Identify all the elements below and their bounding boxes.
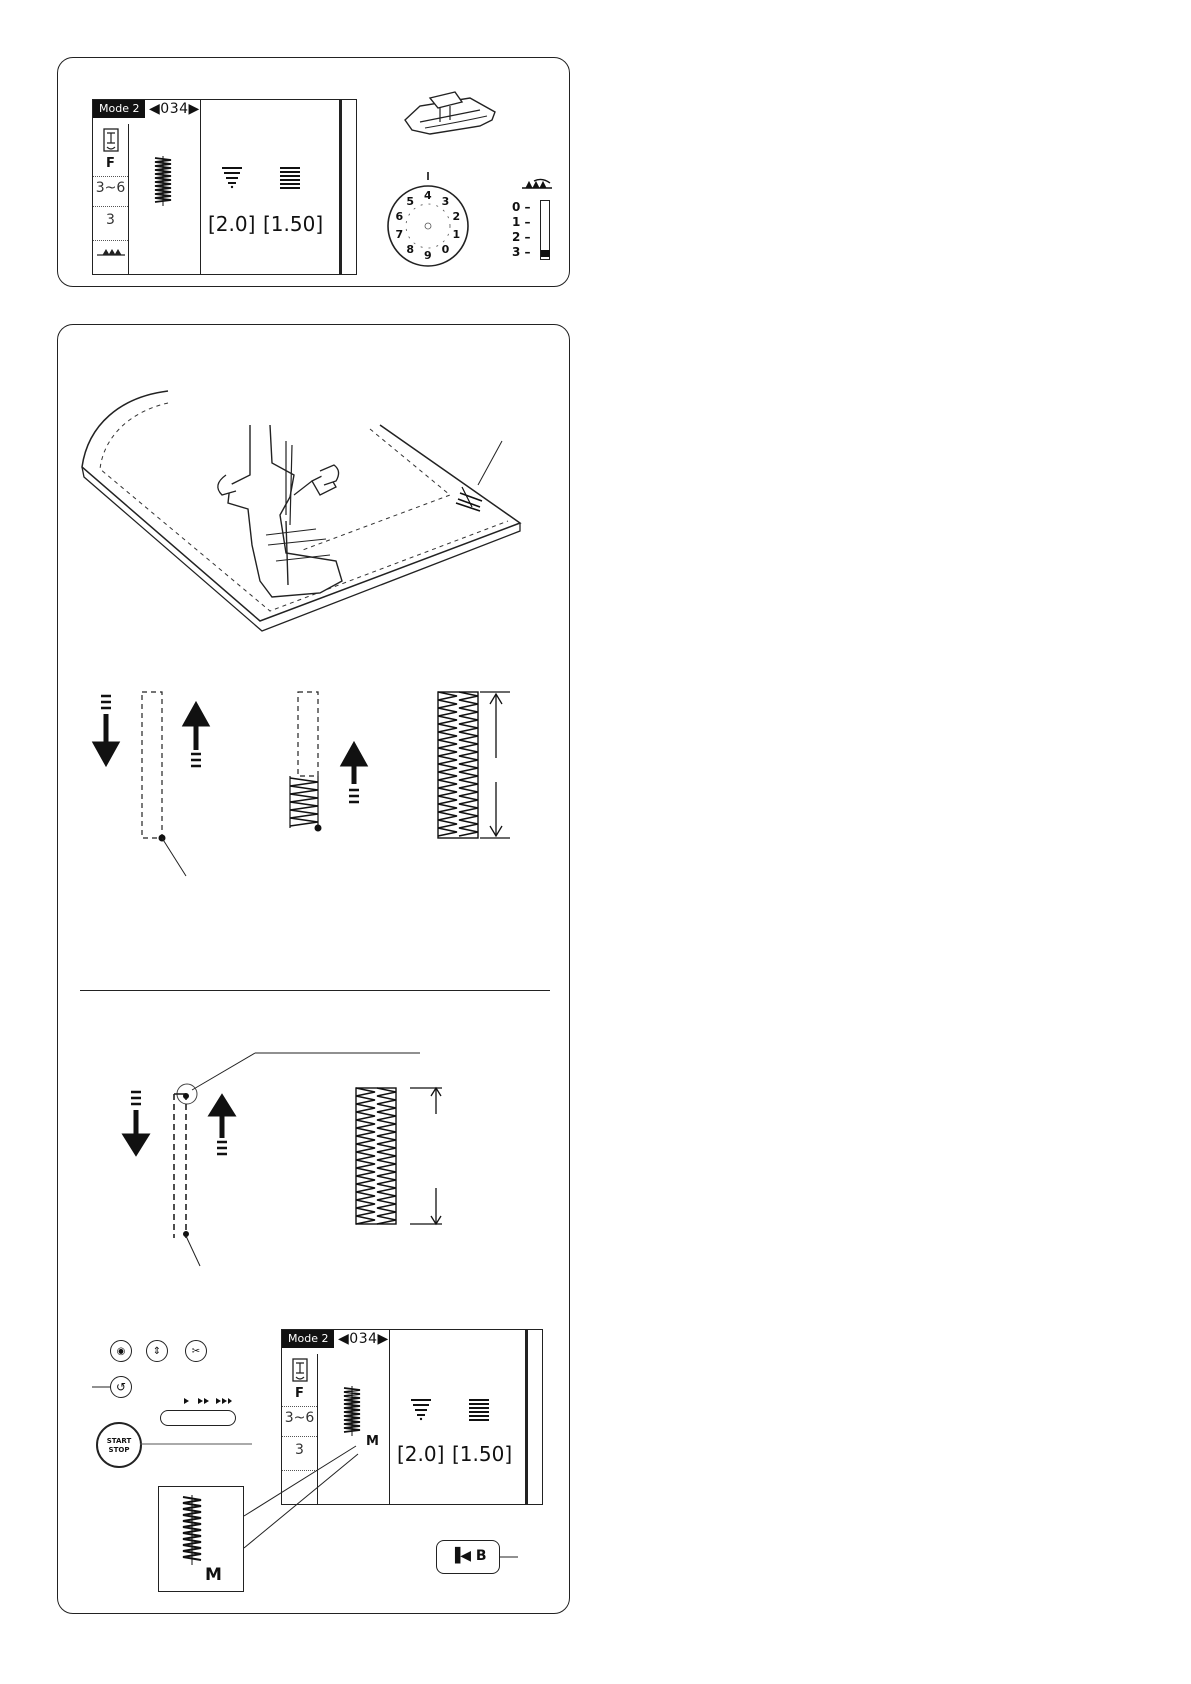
dial-number: 8 (406, 243, 415, 257)
start-label: START (106, 1437, 132, 1445)
stitch-length-icon (468, 1398, 490, 1422)
scale-indicator (541, 250, 550, 257)
dial-number: 4 (424, 189, 432, 202)
pattern-number: ◀034▶ (149, 101, 200, 117)
speed-slider[interactable] (160, 1410, 236, 1426)
reverse-pointer-line (92, 1386, 112, 1388)
dial-number: 6 (395, 209, 404, 223)
dial-number: 5 (406, 194, 415, 208)
zigzag-stitch (356, 1088, 375, 1224)
feed-level-label: 2 – (512, 230, 531, 244)
speed-icons (182, 1396, 232, 1406)
sewing-machine-illustration (80, 385, 520, 635)
section-divider (80, 990, 550, 991)
key-b-pointer-line (500, 1556, 520, 1558)
needle-up-down-button[interactable]: ◉ (110, 1340, 132, 1362)
key-b-label: B (475, 1548, 487, 1564)
stitch-width-value: [2.0] (208, 212, 256, 236)
stitch-width-icon (221, 166, 243, 188)
stitch-width-icon (410, 1398, 432, 1420)
length-default: 3 (106, 212, 115, 228)
stitch-diagram-row1 (90, 690, 530, 890)
width-range: 3~6 (284, 1410, 315, 1426)
dial-number: 1 (452, 228, 461, 242)
scroll-bar (339, 100, 342, 274)
memory-zoom-box (158, 1486, 244, 1592)
lcd-divider (389, 1330, 390, 1504)
feed-level-label: 3 – (512, 245, 531, 259)
zoom-callout-lines (244, 1444, 364, 1554)
divider (93, 176, 128, 177)
dial-number: 0 (441, 243, 450, 257)
stitch-width-value: [2.0] (397, 1442, 445, 1466)
stitch-length-icon (279, 166, 301, 190)
memory-mark: M (366, 1434, 379, 1449)
divider (93, 206, 128, 207)
mode-label: Mode 2 (93, 100, 145, 118)
stitch-length-value: [1.50] (452, 1442, 513, 1466)
buttonhole-outline (356, 1088, 396, 1224)
foot-letter: F (106, 156, 115, 171)
presser-foot-icon (101, 128, 121, 154)
presser-foot-icon (290, 1358, 310, 1384)
stop-label: STOP (108, 1446, 130, 1454)
feed-balance-icon (520, 178, 554, 192)
stitch-pattern-icon (153, 156, 173, 206)
divider (282, 1436, 317, 1437)
stitch-pattern-icon (342, 1386, 362, 1436)
length-default: 3 (295, 1442, 304, 1458)
dial-number: 2 (452, 209, 461, 223)
zigzag-stitch (377, 1088, 396, 1224)
feed-dog-icon (96, 249, 126, 259)
scroll-bar (525, 1330, 528, 1504)
skip-start-icon: ▐◀ (449, 1548, 471, 1564)
feed-level-label: 0 – (512, 200, 531, 214)
thread-cutter-button[interactable]: ✂ (185, 1340, 207, 1362)
buttonhole-foot-illustration (400, 80, 500, 142)
zoom-memory-mark: M (205, 1565, 222, 1585)
divider (282, 1406, 317, 1407)
panel-edge-line (140, 1443, 252, 1445)
dial-number: 7 (395, 228, 404, 242)
lcd-left-column (93, 124, 129, 274)
lcd-screen-top (92, 99, 357, 275)
start-stop-button[interactable] (96, 1422, 142, 1468)
feed-level-label: 1 – (512, 215, 531, 229)
lcd-divider (200, 100, 201, 274)
pattern-number: ◀034▶ (338, 1331, 389, 1347)
stitch-length-value: [1.50] (263, 212, 324, 236)
key-b-button[interactable] (436, 1540, 500, 1574)
divider (93, 240, 128, 241)
stitch-diagram-row2 (120, 1048, 440, 1248)
mode-label: Mode 2 (282, 1330, 334, 1348)
zigzag-stitch (438, 692, 457, 836)
stitch-pattern-icon (181, 1495, 203, 1565)
zigzag-stitch (459, 692, 478, 836)
presser-foot-lift-button[interactable]: ⇕ (146, 1340, 168, 1362)
feed-scale (512, 198, 562, 264)
width-range: 3~6 (95, 180, 126, 196)
reverse-button[interactable]: ↺ (110, 1376, 132, 1398)
foot-letter: F (295, 1386, 304, 1401)
dial-number: 3 (441, 194, 450, 208)
dial-number: 9 (424, 249, 432, 262)
